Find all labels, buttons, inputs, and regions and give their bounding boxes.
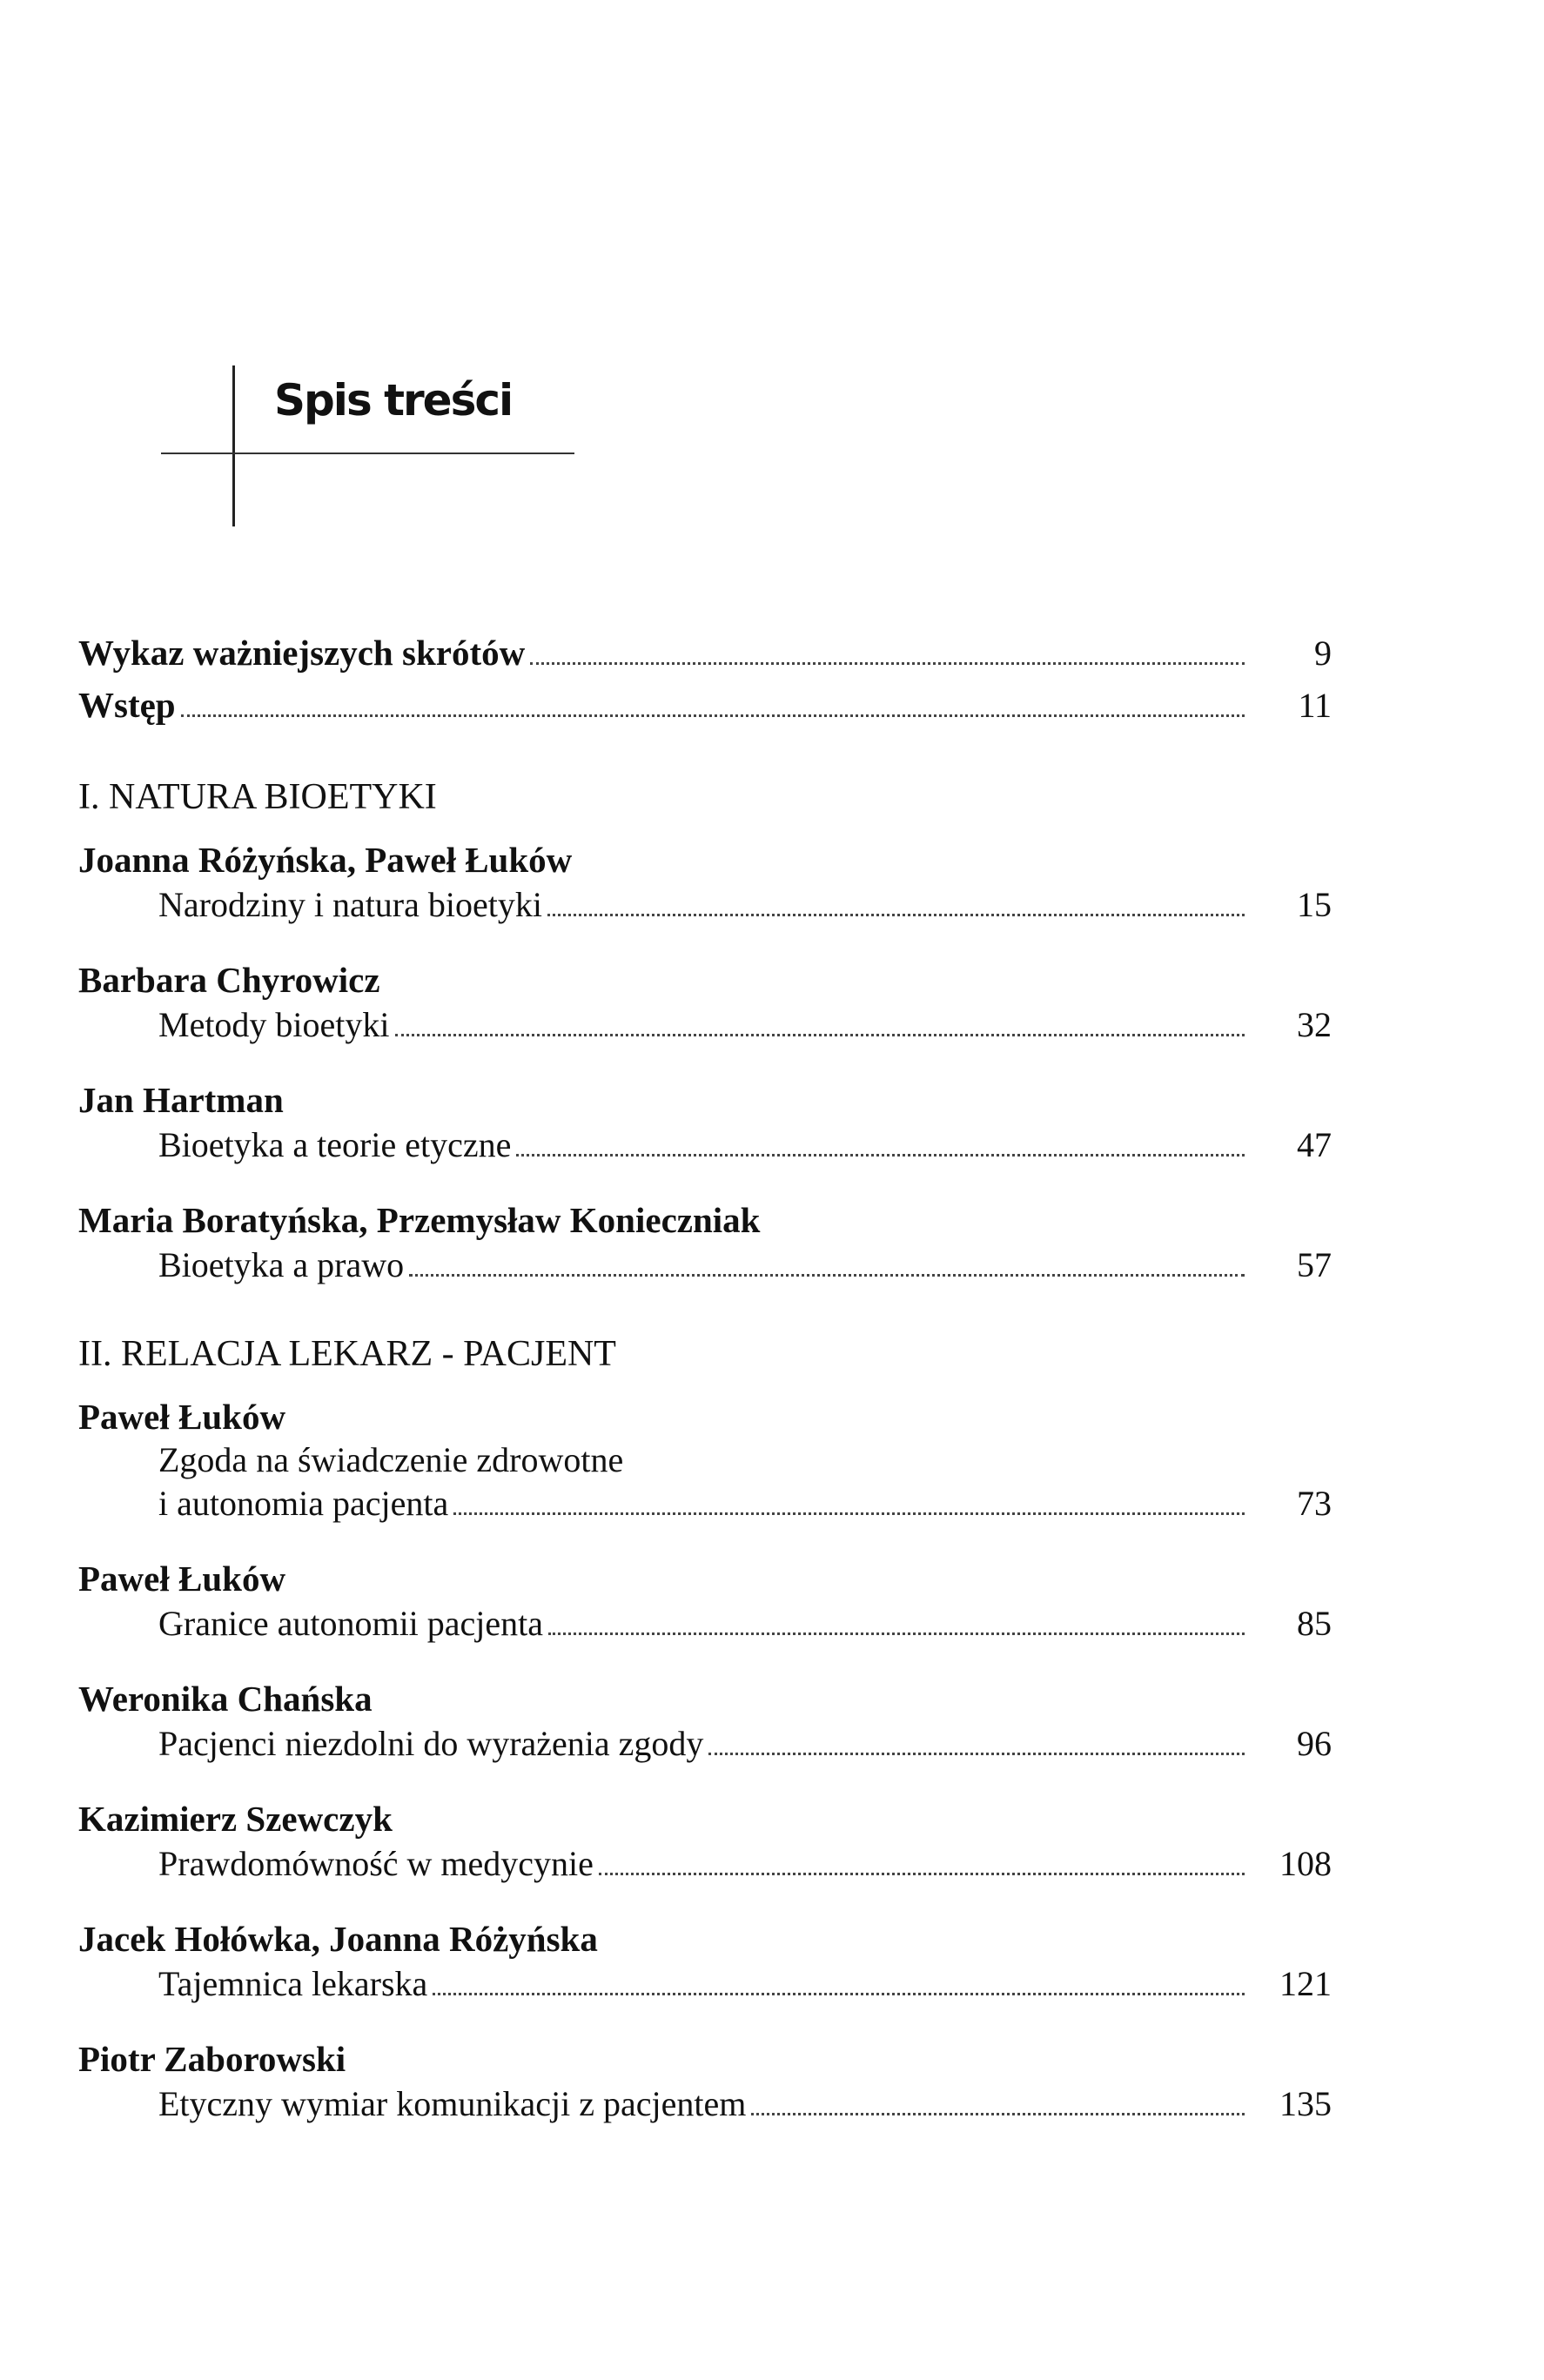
dot-leader (548, 1632, 1245, 1635)
toc-page-number: 57 (1297, 1245, 1332, 1284)
chapter-author: Jan Hartman (78, 1080, 284, 1120)
chapter-author: Jacek Hołówka, Joanna Różyńska (78, 1919, 598, 1959)
toc-page-number: 96 (1297, 1724, 1332, 1763)
part-heading: I. NATURA BIOETYKI (78, 777, 437, 817)
toc-page-number: 135 (1279, 2084, 1332, 2123)
dot-leader (599, 1873, 1245, 1875)
part-heading: II. RELACJA LEKARZ - PACJENT (78, 1334, 616, 1374)
chapter-author: Barbara Chyrowicz (78, 960, 380, 1000)
dot-leader (395, 1034, 1245, 1036)
chapter-title-row (78, 1961, 1332, 2007)
toc-entry-introduction[interactable] (78, 679, 1332, 731)
dot-leader (409, 1274, 1245, 1277)
heading-block (0, 0, 1544, 609)
toc-chapter-entry[interactable] (78, 957, 1332, 1048)
toc-page-number: 47 (1297, 1125, 1332, 1164)
dot-leader (516, 1154, 1245, 1156)
chapter-title: Granice autonomii pacjenta (158, 1604, 544, 1643)
chapter-title: Bioetyka a teorie etyczne (158, 1125, 512, 1164)
chapter-author: Paweł Łuków (78, 1559, 286, 1599)
chapter-author: Joanna Różyńska, Paweł Łuków (78, 840, 573, 880)
toc-entry-label: Wstęp (78, 685, 176, 725)
toc-page-number: 32 (1297, 1005, 1332, 1044)
toc-part (78, 773, 1332, 1288)
chapter-title: Metody bioetyki (158, 1005, 390, 1044)
dot-leader (708, 1753, 1245, 1755)
toc-chapter-entry[interactable] (78, 2036, 1332, 2127)
toc-chapter-entry[interactable] (78, 1916, 1332, 2007)
toc-page-number: 9 (1314, 634, 1332, 673)
chapter-author: Paweł Łuków (78, 1397, 286, 1437)
toc-chapter-entry[interactable] (78, 1394, 1332, 1526)
parts-container (78, 773, 1332, 2127)
chapter-author: Piotr Zaborowski (78, 2039, 346, 2079)
table-of-contents (78, 627, 1332, 2127)
chapter-title-row (78, 1481, 1332, 1526)
dot-leader (453, 1512, 1245, 1515)
toc-page-number: 108 (1279, 1844, 1332, 1883)
chapter-title: Narodziny i natura bioetyki (158, 885, 542, 924)
dot-leader (181, 714, 1245, 717)
chapter-author: Maria Boratyńska, Przemysław Konieczniak (78, 1200, 761, 1240)
dot-leader (547, 914, 1245, 916)
chapter-title-row (78, 882, 1332, 928)
chapter-title: i autonomia pacjenta (158, 1484, 449, 1523)
page-title: Spis treści (274, 375, 513, 426)
chapter-author: Kazimierz Szewczyk (78, 1799, 393, 1839)
chapter-title: Pacjenci niezdolni do wyrażenia zgody (158, 1724, 704, 1763)
chapter-title-row (78, 1243, 1332, 1288)
chapter-title-line: Zgoda na świadczenie zdrowotne (158, 1440, 624, 1479)
chapter-title-row (78, 2082, 1332, 2127)
toc-chapter-entry[interactable] (78, 1077, 1332, 1168)
chapter-title: Etyczny wymiar komunikacji z pacjentem (158, 2084, 747, 2123)
toc-page-number: 121 (1279, 1964, 1332, 2003)
toc-page-number: 85 (1297, 1604, 1332, 1643)
heading-horizontal-rule (161, 453, 574, 454)
toc-page-number: 15 (1297, 885, 1332, 924)
toc-chapter-entry[interactable] (78, 1197, 1332, 1288)
toc-entry-label: Wykaz ważniejszych skrótów (78, 633, 526, 673)
toc-part (78, 1330, 1332, 2127)
dot-leader (433, 1993, 1245, 1995)
toc-chapter-entry[interactable] (78, 837, 1332, 928)
toc-page-number: 11 (1298, 686, 1332, 725)
chapter-title-row (78, 1002, 1332, 1048)
toc-page-number: 73 (1297, 1484, 1332, 1523)
toc-entry-abbreviations[interactable] (78, 627, 1332, 679)
chapter-title-row (78, 1601, 1332, 1646)
chapter-title: Bioetyka a prawo (158, 1245, 405, 1284)
heading-vertical-rule (232, 365, 235, 526)
chapter-author: Weronika Chańska (78, 1679, 373, 1719)
toc-chapter-entry[interactable] (78, 1676, 1332, 1767)
dot-leader (530, 662, 1245, 665)
dot-leader (751, 2113, 1245, 2115)
toc-chapter-entry[interactable] (78, 1556, 1332, 1646)
chapter-title-row (78, 1841, 1332, 1887)
chapter-title-row (78, 1721, 1332, 1767)
chapter-title-row (78, 1123, 1332, 1168)
toc-chapter-entry[interactable] (78, 1796, 1332, 1887)
chapter-title: Tajemnica lekarska (158, 1964, 428, 2003)
chapter-title: Prawdomówność w medycynie (158, 1844, 594, 1883)
